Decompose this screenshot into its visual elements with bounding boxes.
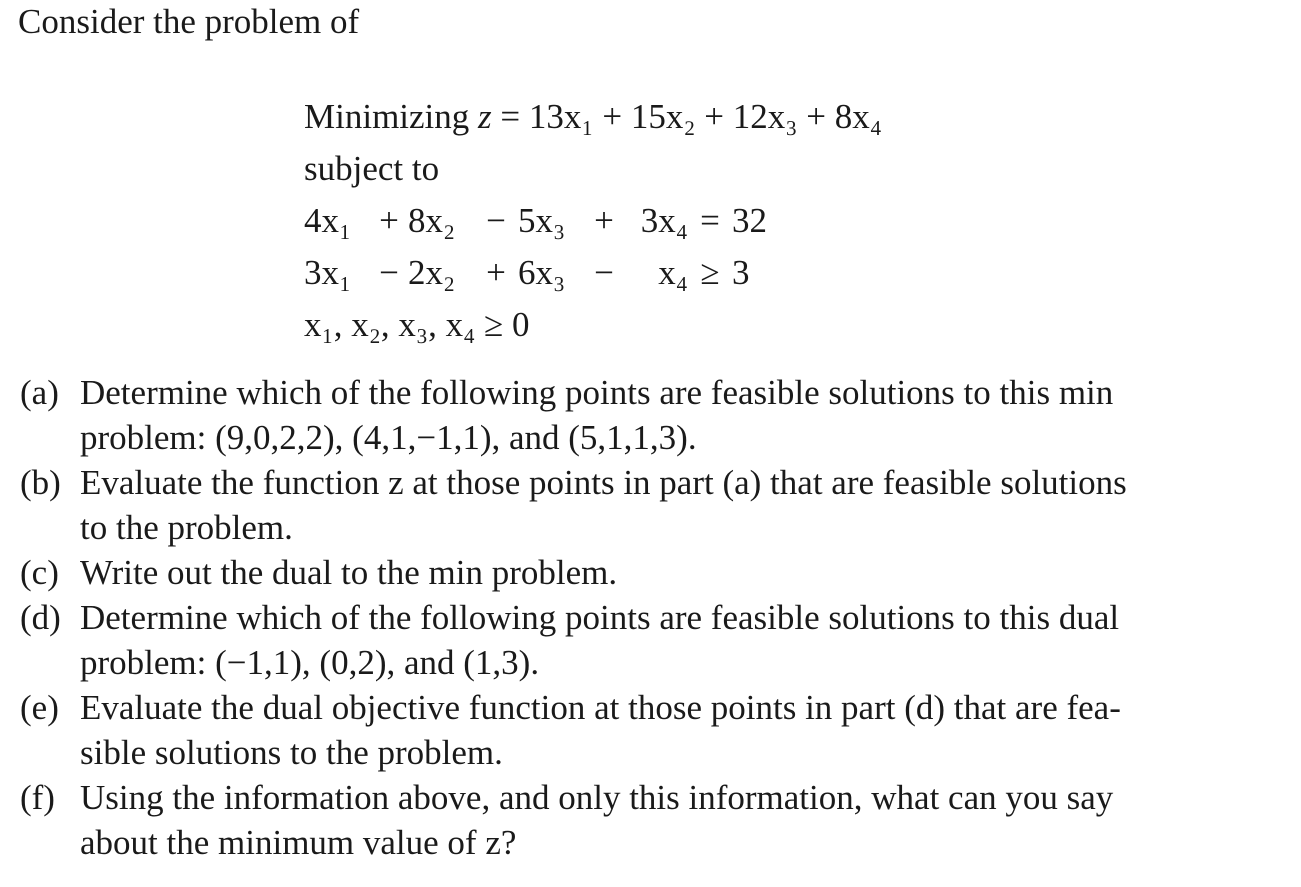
constraint-2 bbox=[304, 248, 882, 300]
constraint-1-term-4: 3x₄ bbox=[640, 201, 688, 240]
constraint-1-relation: = bbox=[700, 201, 720, 240]
part-b-label: (b) bbox=[20, 463, 61, 502]
constraint-2-term-3: 6x₃ bbox=[518, 253, 566, 292]
objective-expression: = 13x₁ + 15x₂ + 12x₃ + 8x₄ bbox=[491, 97, 882, 136]
objective-function bbox=[304, 92, 882, 144]
constraint-2-rhs: 3 bbox=[732, 253, 750, 292]
constraint-2-relation: ≥ bbox=[700, 253, 720, 292]
intro-text: Consider the problem of bbox=[18, 2, 360, 41]
part-c-text bbox=[80, 550, 1290, 595]
part-b-line-2: to the problem. bbox=[80, 508, 293, 547]
part-d-label: (d) bbox=[20, 598, 61, 637]
part-b bbox=[20, 460, 1290, 550]
part-e-line-1: Evaluate the dual objective function at those points in part (d) that are fea- bbox=[80, 688, 1121, 727]
part-a-line-1: Determine which of the following points are feasible solutions to this min bbox=[80, 373, 1114, 412]
part-e-label: (e) bbox=[20, 688, 59, 727]
part-c-line-1: Write out the dual to the min problem. bbox=[80, 553, 618, 592]
constraint-1-term-1: 4x₁ bbox=[304, 201, 352, 240]
nonnegativity-constraint: x₁, x₂, x₃, x₄ ≥ 0 bbox=[304, 305, 530, 344]
constraint-2-op-2: + bbox=[486, 253, 506, 292]
part-f-line-1: Using the information above, and only this information, what can you say bbox=[80, 778, 1114, 817]
subject-to-label: subject to bbox=[304, 149, 440, 188]
part-c-label: (c) bbox=[20, 553, 59, 592]
part-d-line-1: Determine which of the following points are feasible solutions to this dual bbox=[80, 598, 1120, 637]
part-d bbox=[20, 595, 1290, 685]
constraint-1-op-2: − bbox=[486, 201, 506, 240]
constraint-2-term-2: 2x₂ bbox=[408, 253, 456, 292]
part-e bbox=[20, 685, 1290, 775]
constraint-1-op-1: + bbox=[379, 201, 399, 240]
part-b-line-1: Evaluate the function z at those points in part (a) that are feasible solutions bbox=[80, 463, 1127, 502]
part-d-line-2: problem: (−1,1), (0,2), and (1,3). bbox=[80, 643, 540, 682]
part-f-text bbox=[80, 775, 1290, 865]
constraint-1-op-3: + bbox=[594, 201, 614, 240]
part-f bbox=[20, 775, 1290, 865]
objective-prefix: Minimizing bbox=[304, 97, 479, 136]
question-parts bbox=[20, 370, 1290, 865]
part-b-text bbox=[80, 460, 1290, 550]
constraint-2-op-3: − bbox=[594, 253, 614, 292]
part-a-label: (a) bbox=[20, 373, 59, 412]
constraint-1-rhs: 32 bbox=[732, 201, 767, 240]
constraint-1-term-2: 8x₂ bbox=[408, 201, 456, 240]
part-e-text bbox=[80, 685, 1290, 775]
part-f-line-2: about the minimum value of z? bbox=[80, 823, 517, 862]
constraint-2-op-1: − bbox=[379, 253, 399, 292]
constraint-1-term-3: 5x₃ bbox=[518, 201, 566, 240]
part-a-line-2: problem: (9,0,2,2), (4,1,−1,1), and (5,1,1,3). bbox=[80, 418, 697, 457]
part-c bbox=[20, 550, 1290, 595]
constraint-1 bbox=[304, 196, 882, 248]
linear-program bbox=[304, 92, 882, 352]
constraint-2-term-4: x₄ bbox=[658, 253, 688, 292]
part-a-text bbox=[80, 370, 1290, 460]
part-a bbox=[20, 370, 1290, 460]
constraint-2-term-1: 3x₁ bbox=[304, 253, 352, 292]
part-e-line-2: sible solutions to the problem. bbox=[80, 733, 503, 772]
part-f-label: (f) bbox=[20, 778, 55, 817]
objective-variable: z bbox=[478, 97, 492, 136]
part-d-text bbox=[80, 595, 1290, 685]
